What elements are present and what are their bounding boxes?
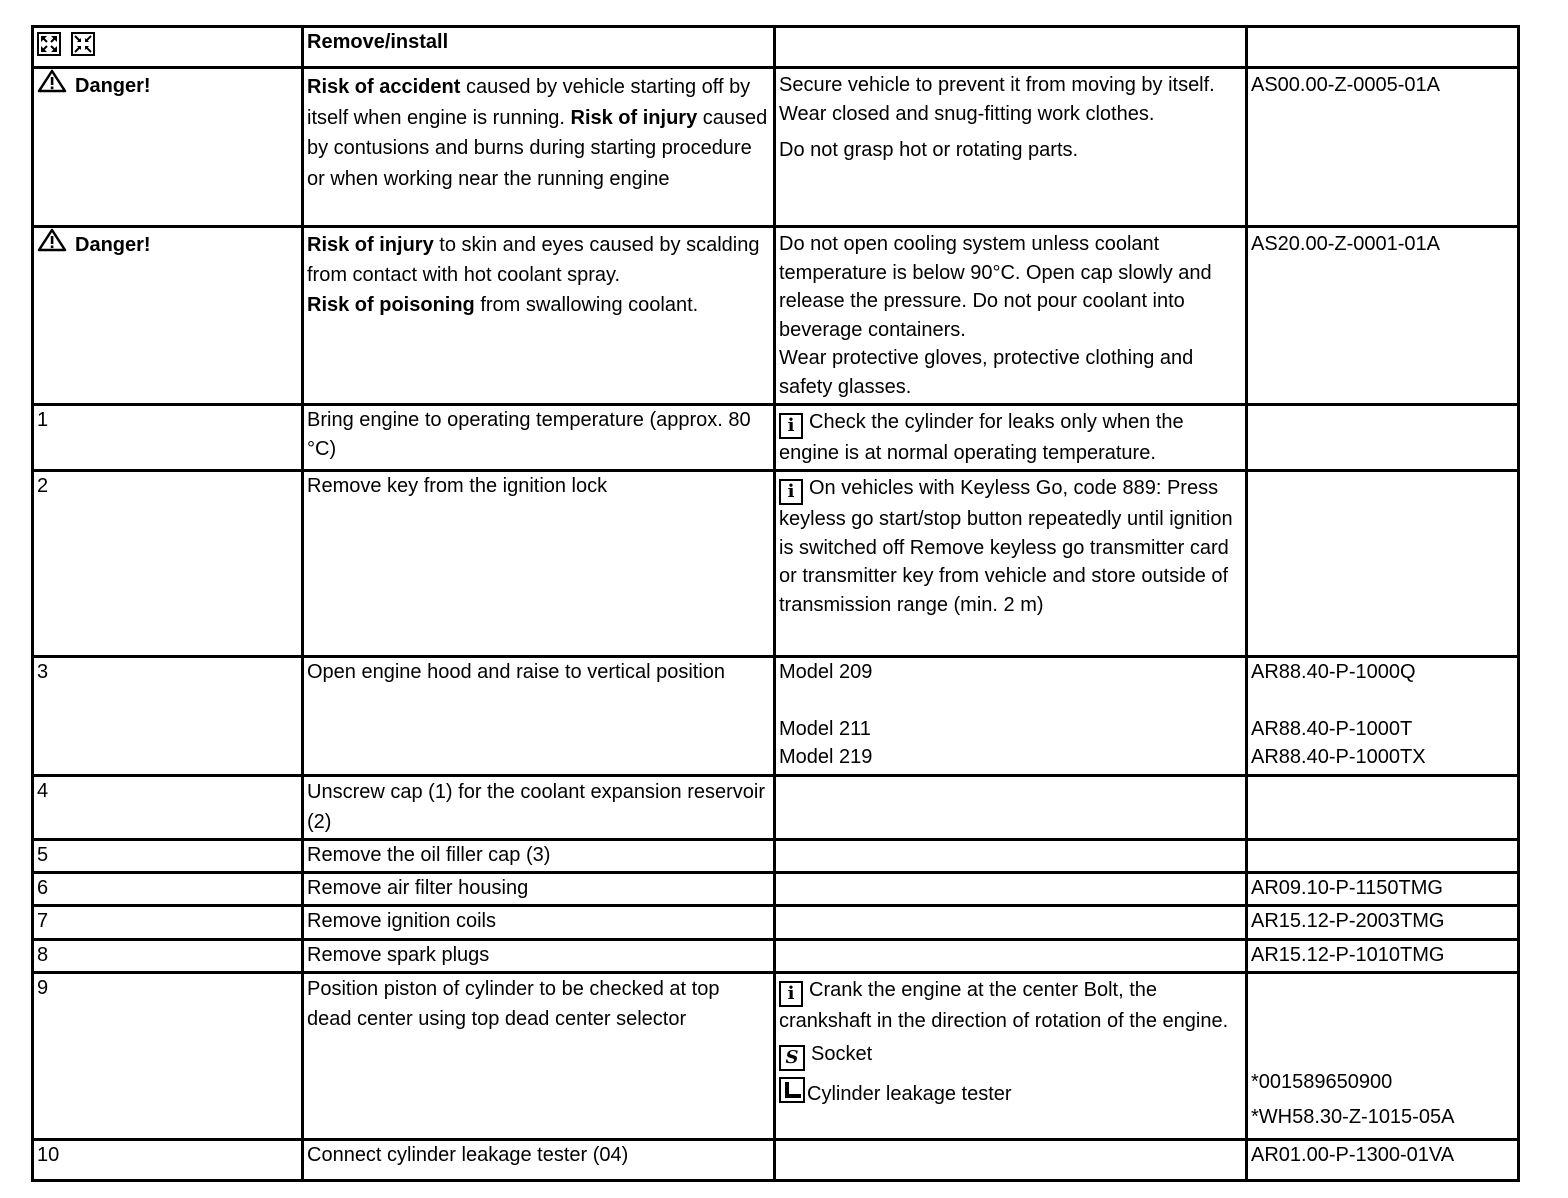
danger-label-cell xyxy=(33,227,303,405)
step-row xyxy=(33,657,1519,776)
risk-bold: Risk of injury xyxy=(307,234,434,256)
risk-bold: Risk of accident xyxy=(307,76,461,98)
reference-link[interactable]: AR15.12-P-1010TMG xyxy=(1251,944,1445,966)
step-row xyxy=(33,973,1519,1140)
step-row xyxy=(33,840,1519,873)
step-action: Remove air filter housing xyxy=(303,873,775,906)
reference-cell xyxy=(1247,471,1519,657)
reference-cell xyxy=(1247,873,1519,906)
step-number: 10 xyxy=(33,1140,303,1181)
step-note-cell xyxy=(775,776,1247,840)
step-number: 1 xyxy=(33,405,303,471)
reference-link[interactable]: AS20.00-Z-0001-01A xyxy=(1251,233,1441,255)
model-label: Model 211 xyxy=(779,717,871,740)
danger-label: Danger! xyxy=(75,234,151,256)
step-row xyxy=(33,1140,1519,1181)
step-action: Remove the oil filler cap (3) xyxy=(303,840,775,873)
step-note: On vehicles with Keyless Go, code 889: Press keyless go start/stop button repeatedly until ignition is switched off Remove keyless go transmitter card or transmitter key from vehicle and store outside of transmission range (min. 2 m) xyxy=(779,477,1233,616)
step-note-cell xyxy=(775,940,1247,973)
reference-link[interactable]: AR88.40-P-1000T xyxy=(1251,717,1413,740)
step-number: 2 xyxy=(33,471,303,657)
tool-reference[interactable]: *001589650900 xyxy=(1251,1071,1393,1093)
step-number: 3 xyxy=(33,657,303,776)
reference-link[interactable]: AS00.00-Z-0005-01A xyxy=(1251,74,1441,96)
reference-cell xyxy=(1247,657,1519,776)
tool-name: Cylinder leakage tester xyxy=(807,1082,1012,1105)
risk-text: caused by contusions and burns during starting procedure or when working near the running engine xyxy=(307,106,768,190)
danger-measures-cell xyxy=(775,227,1247,405)
model-label: Model 219 xyxy=(779,746,873,768)
step-note-cell xyxy=(775,1140,1247,1181)
step-note-cell xyxy=(775,906,1247,940)
measure-text: Secure vehicle to prevent it from moving by itself. xyxy=(779,74,1215,96)
step-action: Remove ignition coils xyxy=(303,906,775,940)
risk-bold: Risk of poisoning xyxy=(307,294,475,316)
danger-risk-cell xyxy=(303,227,775,405)
tool-reference[interactable]: *WH58.30-Z-1015-05A xyxy=(1251,1105,1455,1128)
step-action: Open engine hood and raise to vertical position xyxy=(303,657,775,776)
procedure-table xyxy=(31,25,1520,1182)
step-action: Position piston of cylinder to be checked at top dead center using top dead center selector xyxy=(303,973,775,1140)
step-note-cell xyxy=(775,873,1247,906)
danger-label: Danger! xyxy=(75,75,151,97)
reference-cell xyxy=(1247,1140,1519,1181)
reference-link[interactable]: AR88.40-P-1000Q xyxy=(1251,661,1416,683)
risk-bold: Risk of injury xyxy=(570,106,698,129)
reference-cell xyxy=(1247,68,1519,227)
header-title-cell xyxy=(303,27,775,68)
step-models-cell xyxy=(775,657,1247,776)
step-row xyxy=(33,906,1519,940)
step-action: Unscrew cap (1) for the coolant expansion reservoir (2) xyxy=(303,776,775,840)
step-note: Check the cylinder for leaks only when the engine is at normal operating temperature. xyxy=(779,411,1184,464)
risk-text: from swallowing coolant. xyxy=(474,294,699,316)
reference-cell xyxy=(1247,776,1519,840)
step-number: 6 xyxy=(33,873,303,906)
reference-cell xyxy=(1247,906,1519,940)
header-icons-cell xyxy=(33,27,303,68)
step-note: Crank the engine at the center Bolt, the crankshaft in the direction of rotation of the engine. xyxy=(779,979,1229,1032)
tool-line xyxy=(779,1077,1241,1109)
expand-all-icon[interactable] xyxy=(37,32,61,56)
step-row xyxy=(33,940,1519,973)
reference-link[interactable]: AR09.10-P-1150TMG xyxy=(1251,877,1443,899)
step-row xyxy=(33,405,1519,471)
step-row xyxy=(33,471,1519,657)
model-label: Model 209 xyxy=(779,661,873,683)
step-number: 5 xyxy=(33,840,303,873)
page-title: Remove/install xyxy=(307,31,449,53)
special-tool-icon: S xyxy=(779,1045,805,1071)
step-action: Bring engine to operating temperature (approx. 80 °C) xyxy=(303,405,775,471)
reference-cell xyxy=(1247,227,1519,405)
step-note-cell xyxy=(775,471,1247,657)
step-action: Connect cylinder leakage tester (04) xyxy=(303,1140,775,1181)
collapse-all-icon[interactable] xyxy=(71,32,95,56)
step-row xyxy=(33,776,1519,840)
step-row xyxy=(33,873,1519,906)
step-note-cell xyxy=(775,405,1247,471)
danger-row xyxy=(33,68,1519,227)
step-number: 7 xyxy=(33,906,303,940)
commercial-tool-icon xyxy=(779,1077,805,1103)
reference-link[interactable]: AR15.12-P-2003TMG xyxy=(1251,910,1445,932)
risk-text: to skin and eyes caused by scalding from contact with hot coolant spray. xyxy=(307,234,760,286)
danger-label-cell xyxy=(33,68,303,227)
warning-triangle-icon xyxy=(37,69,67,102)
reference-link[interactable]: AR01.00-P-1300-01VA xyxy=(1251,1144,1455,1166)
step-number: 9 xyxy=(33,973,303,1140)
reference-cell xyxy=(1247,405,1519,471)
info-icon: i xyxy=(779,413,803,439)
info-icon: i xyxy=(779,981,803,1007)
reference-cell xyxy=(1247,940,1519,973)
step-note-cell xyxy=(775,840,1247,873)
tool-line xyxy=(779,1040,1241,1071)
info-icon: i xyxy=(779,479,803,505)
step-note-cell xyxy=(775,973,1247,1140)
tool-name: Socket xyxy=(811,1042,873,1065)
step-number: 4 xyxy=(33,776,303,840)
danger-row xyxy=(33,227,1519,405)
measure-text: Do not open cooling system unless coolant temperature is below 90°C. Open cap slowly and release the pressure. Do not pour coolant into beverage containers. xyxy=(779,233,1212,341)
danger-measures-cell xyxy=(775,68,1247,227)
reference-cell xyxy=(1247,973,1519,1140)
warning-triangle-icon xyxy=(37,228,67,261)
header-row xyxy=(33,27,1519,68)
header-empty-cell xyxy=(775,27,1247,68)
measure-text: Wear protective gloves, protective clothing and safety glasses. xyxy=(779,347,1194,398)
reference-cell xyxy=(1247,840,1519,873)
risk-text: caused by vehicle starting off by itself when engine is running. xyxy=(307,76,751,129)
reference-link[interactable]: AR88.40-P-1000TX xyxy=(1251,746,1426,768)
header-empty-cell xyxy=(1247,27,1519,68)
measure-text: Do not grasp hot or rotating parts. xyxy=(779,139,1079,161)
measure-text: Wear closed and snug-fitting work clothes. xyxy=(779,102,1155,125)
step-action: Remove spark plugs xyxy=(303,940,775,973)
step-number: 8 xyxy=(33,940,303,973)
step-action: Remove key from the ignition lock xyxy=(303,471,775,657)
danger-risk-cell xyxy=(303,68,775,227)
